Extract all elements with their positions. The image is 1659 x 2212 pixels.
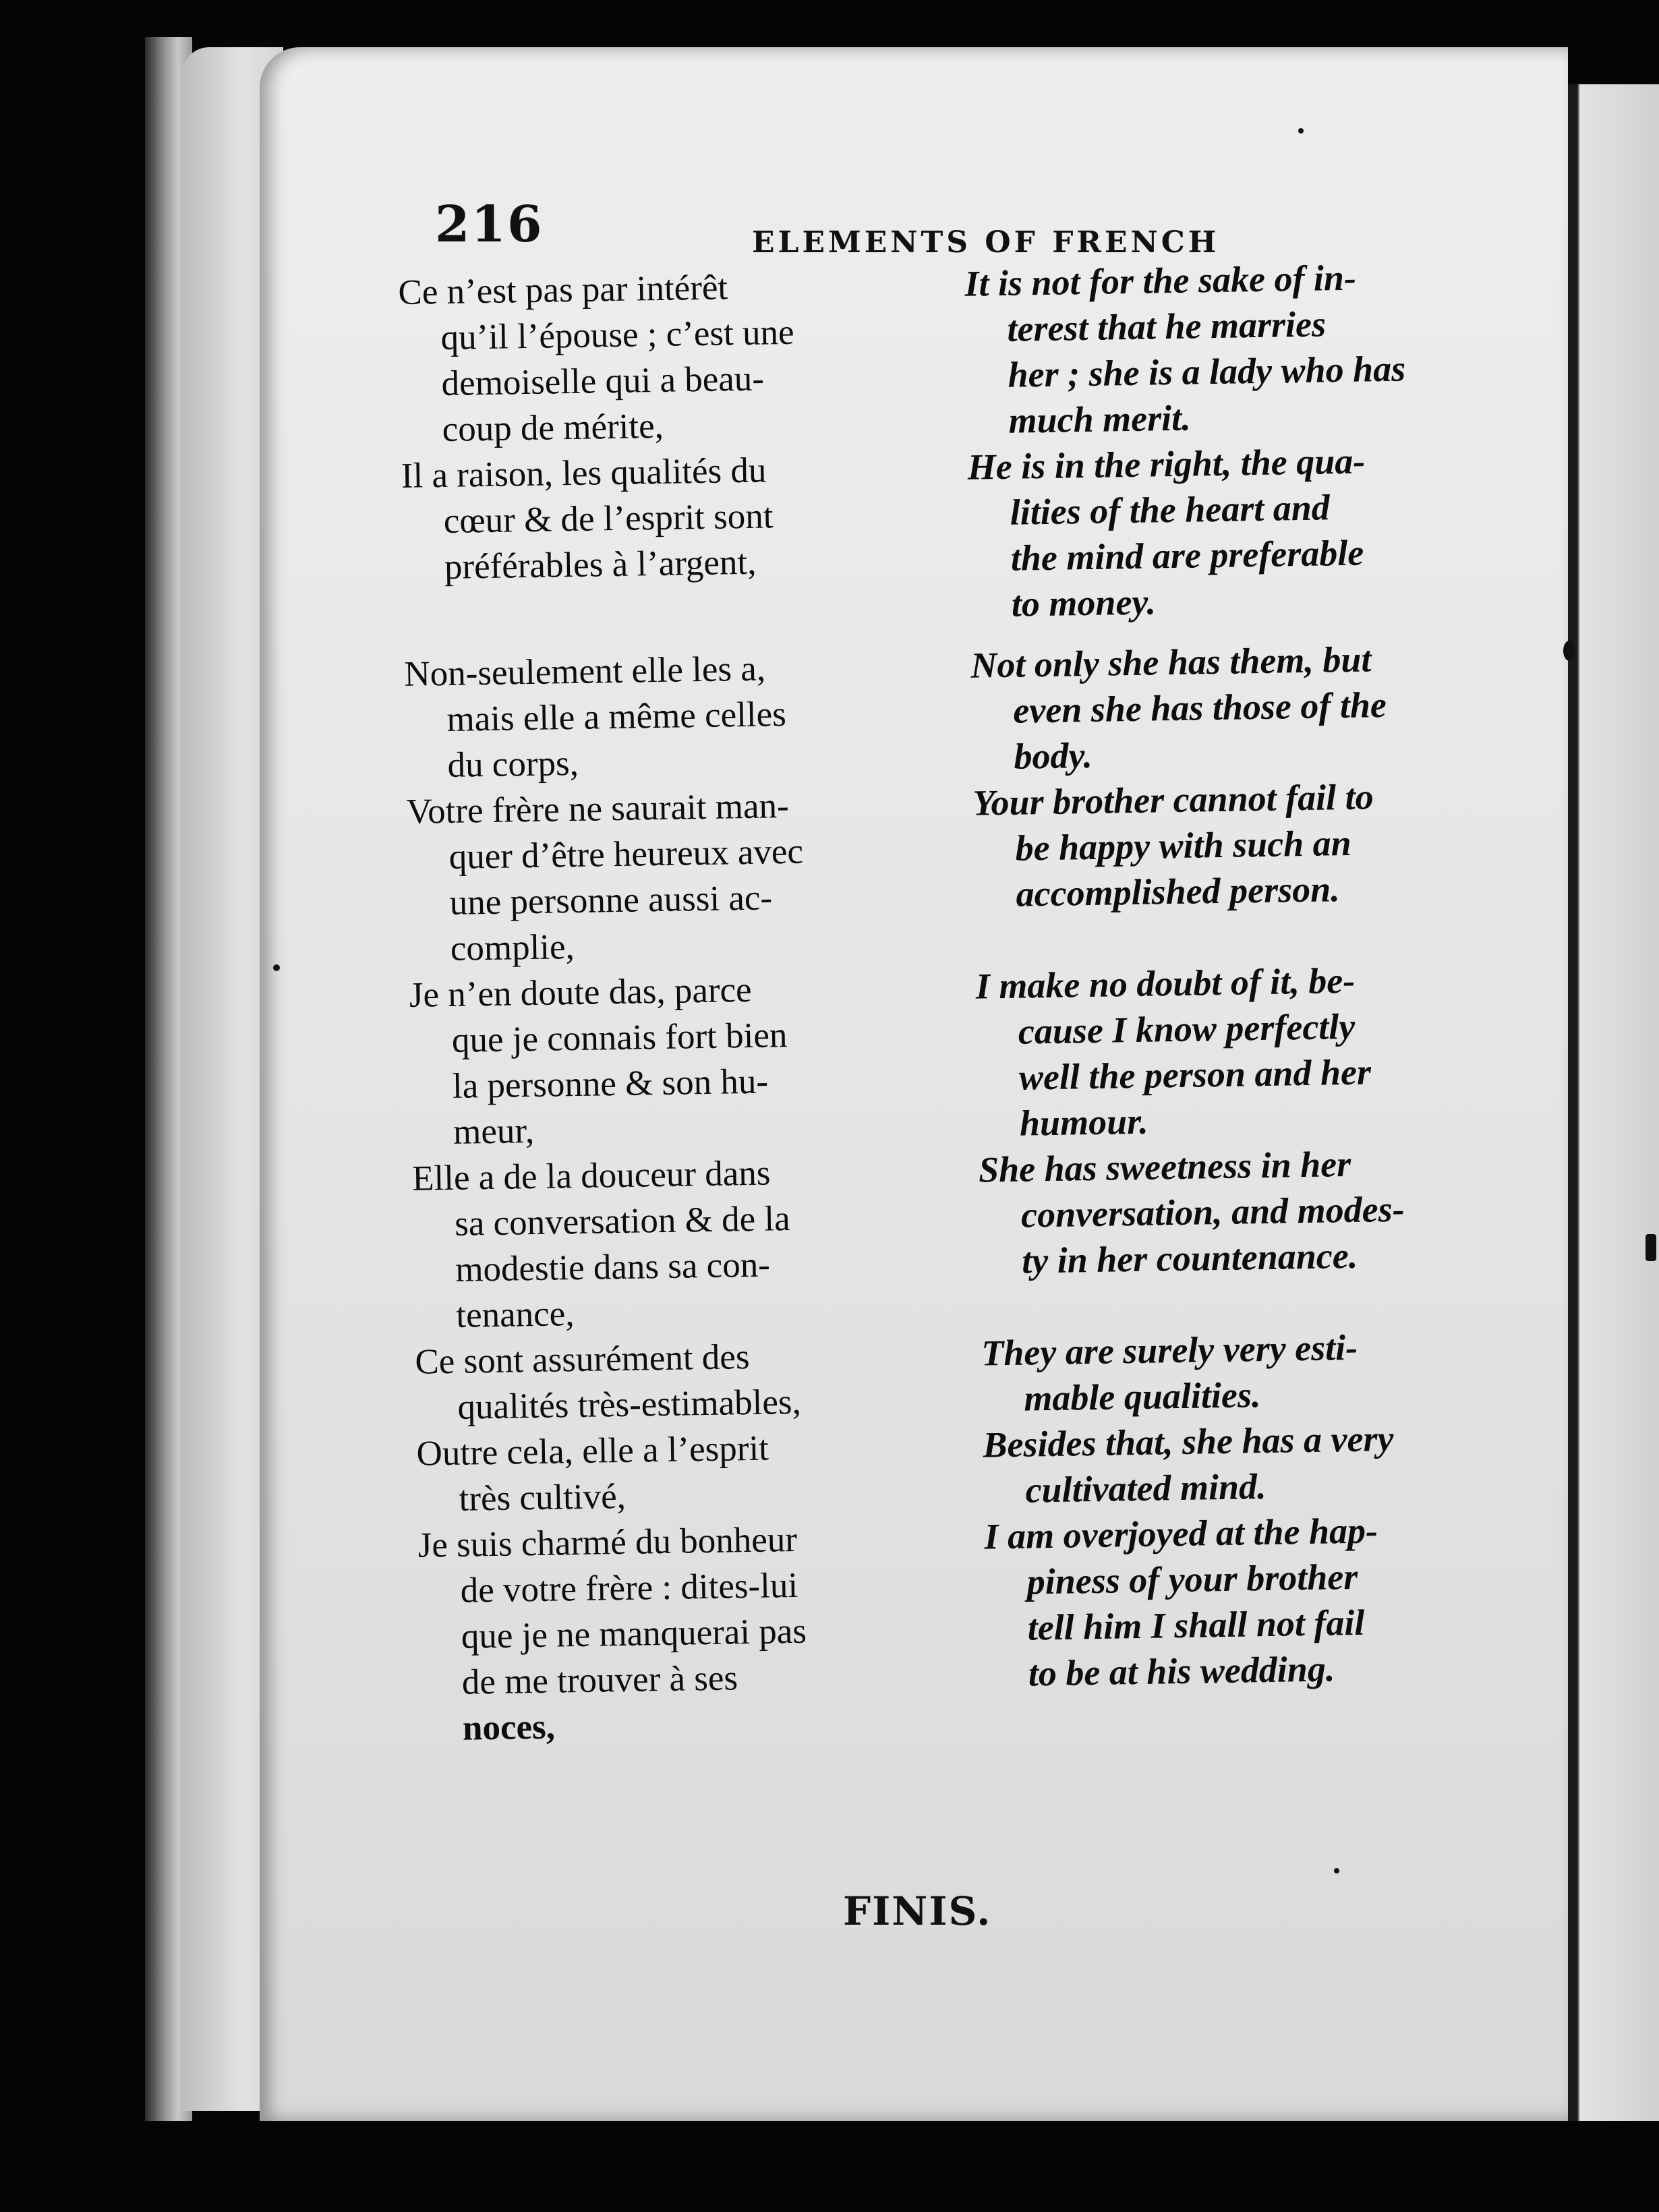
english-translation: [983, 1414, 1510, 1513]
french-text: [406, 780, 945, 972]
french-line: Ce sont assurément des: [414, 1337, 750, 1382]
french-line: que je connais fort bien: [451, 1016, 788, 1060]
dialogue-pair: [416, 1414, 1510, 1522]
facing-page-edge: [1568, 84, 1659, 2121]
page-header: [435, 196, 1220, 263]
french-line: noces,: [462, 1707, 556, 1748]
english-line: to be at his wedding.: [1028, 1648, 1335, 1694]
french-line: Il a raison, les qualités du: [401, 450, 767, 496]
french-line: Ce n’est pas par intérêt: [398, 268, 728, 312]
french-text: [412, 1147, 951, 1339]
french-line: mais elle a même celles: [446, 695, 787, 739]
dialogue-pair: [404, 634, 1498, 788]
english-line: to money.: [1011, 581, 1157, 624]
english-translation: [975, 955, 1504, 1146]
dialogue-pair: [398, 253, 1493, 453]
french-line: de votre frère : dites-lui: [460, 1565, 798, 1610]
french-line: la personne & son hu-: [452, 1061, 769, 1106]
english-line: tell him I shall not fail: [1027, 1602, 1365, 1648]
english-line: cause I know perfectly: [1018, 1006, 1356, 1052]
french-text: [404, 643, 942, 788]
french-line: du corps,: [447, 743, 579, 785]
french-line: de me trouver à ses: [461, 1658, 738, 1702]
french-line: cœur & de l’esprit sont: [443, 496, 774, 541]
french-line: une personne aussi ac-: [449, 878, 773, 923]
english-line: It is not for the sake of in-: [964, 257, 1357, 304]
english-line: humour.: [1019, 1101, 1149, 1144]
dialogue-pair: [415, 1322, 1509, 1430]
running-head: ELEMENTS OF FRENCH: [752, 225, 1220, 260]
english-translation: [984, 1505, 1513, 1743]
english-line: accomplished person.: [1016, 869, 1341, 914]
dialogue-columns: [398, 253, 1513, 1752]
english-line: mable qualities.: [1023, 1374, 1261, 1419]
page-number: 216: [435, 196, 544, 254]
dialogue-pair: [409, 955, 1504, 1155]
french-text: [409, 964, 948, 1155]
ink-speck: [1334, 1868, 1339, 1873]
french-line: qu’il l’épouse ; c’est une: [440, 312, 794, 358]
french-line: modestie dans sa con-: [455, 1245, 771, 1289]
english-translation: [981, 1322, 1509, 1422]
french-text: [415, 1331, 952, 1430]
french-line: Non-seulement elle les a,: [403, 649, 766, 694]
english-line: Not only she has them, but: [970, 639, 1372, 686]
english-line: even she has those of the: [1012, 685, 1387, 731]
french-line: que je ne manquerai pas: [461, 1611, 807, 1656]
french-line: Votre frère ne saurait man-: [406, 786, 790, 832]
english-line: They are surely very esti-: [981, 1327, 1358, 1374]
french-line: Outre cela, elle a l’esprit: [416, 1428, 769, 1474]
english-line: Your brother cannot fail to: [972, 776, 1374, 823]
ink-speck: [273, 964, 280, 971]
ink-speck: [1298, 128, 1304, 134]
english-line: lities of the heart and: [1010, 487, 1331, 533]
french-text: [416, 1422, 954, 1522]
english-line: cultivated mind.: [1025, 1466, 1267, 1511]
english-line: I am overjoyed at the hap-: [984, 1510, 1378, 1557]
french-text: [417, 1514, 957, 1751]
french-text: [398, 262, 937, 453]
french-line: meur,: [453, 1111, 535, 1152]
english-translation: [979, 1138, 1507, 1330]
french-line: coup de mérite,: [442, 406, 664, 449]
dialogue-pair: [401, 436, 1496, 637]
french-line: complie,: [450, 927, 575, 968]
french-line: demoiselle qui a beau-: [441, 359, 765, 404]
french-line: tenance,: [455, 1294, 575, 1335]
dialogue-pair: [417, 1505, 1513, 1751]
ink-speck: [1563, 641, 1575, 661]
dialogue-pair: [412, 1138, 1507, 1339]
english-translation: [964, 253, 1493, 444]
finis-footer: FINIS.: [843, 1888, 992, 1934]
english-line: well the person and her: [1018, 1051, 1372, 1098]
french-text: [401, 444, 939, 636]
dialogue-pair: [406, 772, 1501, 972]
english-line: She has sweetness in her: [978, 1143, 1351, 1190]
english-translation: [970, 634, 1498, 780]
english-line: Besides that, she has a very: [983, 1418, 1394, 1465]
english-line: much merit.: [1008, 397, 1192, 441]
english-line: He is in the right, the qua-: [967, 440, 1366, 488]
english-line: be happy with such an: [1015, 822, 1352, 869]
english-line: her ; she is a lady who has: [1008, 348, 1406, 395]
english-translation: [972, 772, 1501, 963]
french-line: sa conversation & de la: [454, 1199, 791, 1244]
french-line: préférables à l’argent,: [444, 542, 757, 587]
english-line: ty in her countenance.: [1021, 1235, 1358, 1281]
english-translation: [967, 436, 1496, 628]
french-line: très cultivé,: [459, 1476, 627, 1519]
english-line: I make no doubt of it, be-: [975, 960, 1356, 1007]
english-line: body.: [1013, 734, 1093, 777]
french-line: qualités très-estimables,: [457, 1382, 802, 1427]
french-line: quer d’être heureux avec: [448, 832, 804, 877]
french-line: Elle a de la douceur dans: [411, 1153, 771, 1198]
english-line: piness of your brother: [1026, 1556, 1358, 1602]
english-line: conversation, and modes-: [1020, 1188, 1405, 1235]
english-line: the mind are preferable: [1010, 532, 1364, 579]
french-line: Je suis charmé du bonheur: [417, 1519, 798, 1565]
ink-speck: [1646, 1234, 1656, 1261]
english-line: terest that he marries: [1007, 303, 1327, 349]
french-line: Je n’en doute das, parce: [409, 970, 752, 1015]
